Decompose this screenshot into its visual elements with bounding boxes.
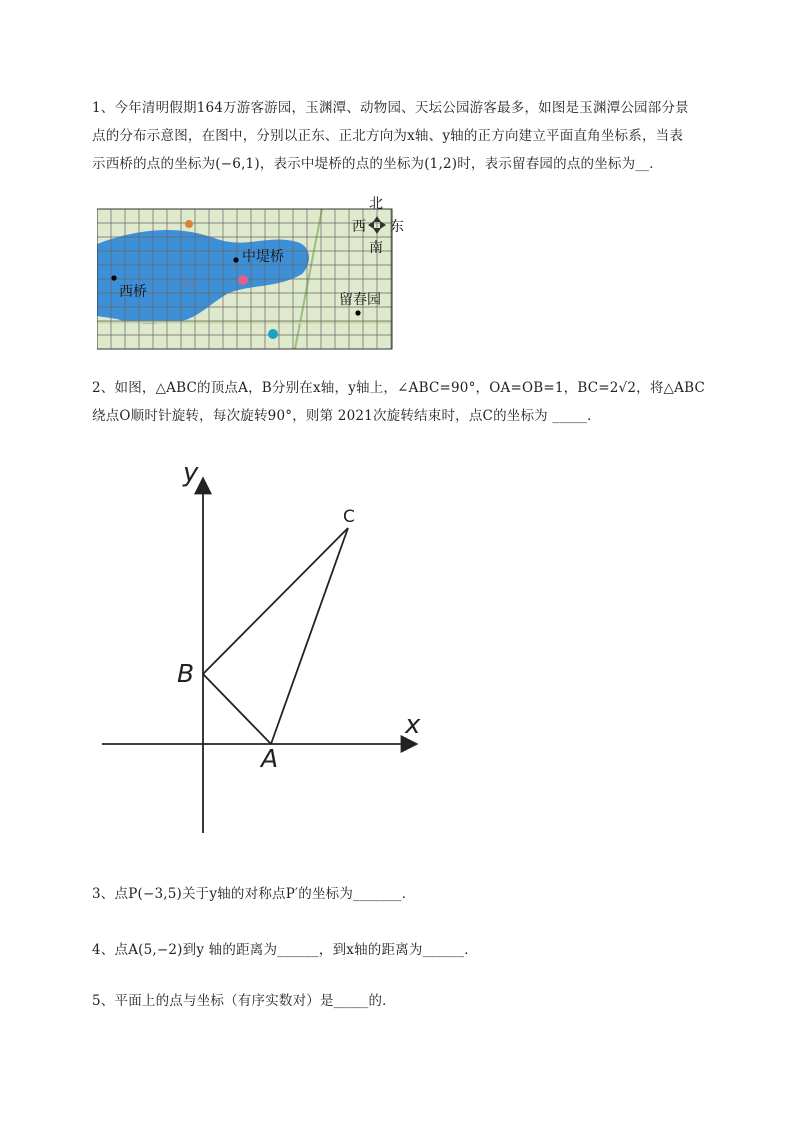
question-5: [92, 987, 732, 1015]
label-middle-bridge: 中堤桥: [242, 249, 284, 265]
flower-icon: [238, 275, 248, 285]
vertex-c-label: C: [343, 507, 355, 527]
point-liuchun-garden: [355, 310, 360, 315]
point-middle-bridge: [233, 257, 238, 262]
q4-text: 4、点A(5,−2)到y 轴的距离为______，到x轴的距离为______．: [92, 942, 478, 958]
q2-line-2: 绕点O顺时针旋转，每次旋转90°，则第 2021次旋转结束时，点C的坐标为 _____．: [92, 408, 601, 424]
label-liuchun-garden: 留春园: [339, 292, 381, 308]
question-1: [92, 94, 732, 178]
q3-text: 3、点P(−3,5)关于y轴的对称点P′的坐标为_______．: [92, 886, 416, 902]
q1-line-2: 点的分布示意图，在图中，分别以正东、正北方向为x轴、y轴的正方向建立平面直角坐标系，当表: [92, 128, 684, 144]
label-west-bridge: 西桥: [119, 284, 147, 300]
question-2: [92, 374, 732, 430]
y-axis-label: y: [183, 458, 199, 488]
q1-line-1: 1、今年清明假期164万游客游园，玉渊潭、动物园、天坛公园游客最多，如图是玉渊潭公园部分景: [92, 100, 689, 116]
compass-east: 东: [390, 219, 404, 235]
map-pin-icon: [185, 220, 193, 228]
vertex-a-label: A: [261, 744, 279, 773]
compass-north: 北: [369, 196, 383, 212]
park-map-figure: [97, 194, 407, 354]
q5-text: 5、平面上的点与坐标（有序实数对）是_____的．: [92, 993, 396, 1009]
q1-line-3: 示西桥的点的坐标为(−6,1)，表示中堤桥的点的坐标为(1,2)时，表示留春园的点的坐标为__．: [92, 156, 663, 172]
q2-line-1: 2、如图，△ABC的顶点A，B分别在x轴，y轴上，∠ABC=90°，OA=OB=1，BC=2√2，将△ABC: [92, 380, 705, 396]
side-ac: [271, 528, 348, 744]
compass-south: 南: [369, 240, 383, 256]
triangle-coordinate-figure: [95, 455, 435, 840]
question-4: [92, 936, 732, 964]
side-ba: [203, 674, 271, 744]
location-pin-icon: [268, 329, 278, 339]
compass-west: 西: [352, 219, 366, 235]
label-xihu: 西湖: [182, 279, 198, 288]
side-bc: [203, 528, 348, 674]
question-3: [92, 880, 732, 908]
point-west-bridge: [111, 275, 116, 280]
x-axis-label: x: [405, 710, 421, 740]
vertex-b-label: B: [177, 659, 195, 688]
